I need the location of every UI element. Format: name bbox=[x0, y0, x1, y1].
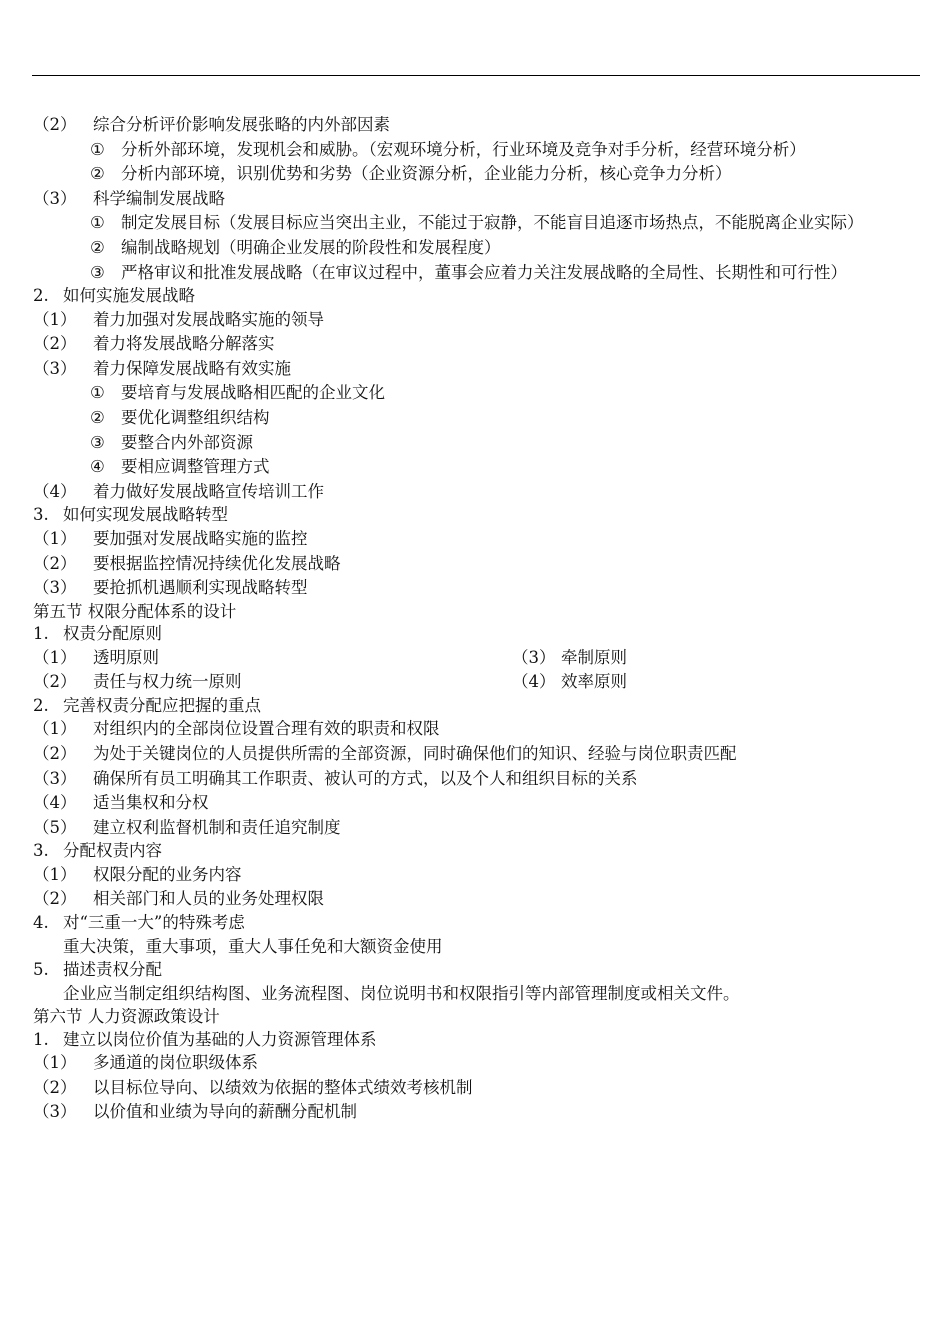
section-heading: 4. 对“三重一大”的特殊考虑 bbox=[33, 913, 245, 933]
list-item: （1） 权限分配的业务内容 bbox=[33, 864, 242, 884]
section-heading: 3. 如何实现发展战略转型 bbox=[33, 505, 228, 525]
sub-item: ③ 严格审议和批准发展战略（在审议过程中，董事会应着力关注发展战略的全局性、长期性和可行性） bbox=[90, 262, 847, 282]
sub-item: ② 分析内部环境，识别优势和劣势（企业资源分析，企业能力分析，核心竞争力分析） bbox=[90, 164, 732, 184]
list-item: （3） 着力保障发展战略有效实施 bbox=[33, 358, 291, 378]
header-rule bbox=[32, 75, 920, 76]
section-heading: 3. 分配权责内容 bbox=[33, 841, 162, 861]
list-item: （4） 着力做好发展战略宣传培训工作 bbox=[33, 481, 324, 501]
paragraph: 重大决策，重大事项，重大人事任免和大额资金使用 bbox=[63, 936, 443, 956]
list-item: （1） 对组织内的全部岗位设置合理有效的职责和权限 bbox=[33, 719, 440, 739]
list-item: （2） 相关部门和人员的业务处理权限 bbox=[33, 889, 324, 909]
chapter-heading: 第六节 人力资源政策设计 bbox=[33, 1007, 220, 1027]
section-heading: 1. 权责分配原则 bbox=[33, 624, 162, 644]
list-item: （4） 适当集权和分权 bbox=[33, 793, 209, 813]
list-item: （1） 着力加强对发展战略实施的领导 bbox=[33, 309, 324, 329]
sub-item: ① 分析外部环境，发现机会和威胁。（宏观环境分析，行业环境及竞争对手分析，经营环境分析） bbox=[90, 139, 806, 159]
list-item: （3） 要抢抓机遇顺利实现战略转型 bbox=[33, 578, 308, 598]
list-row-two-column: （2） 责任与权力统一原则 （4） 效率原则 bbox=[33, 672, 627, 692]
paragraph: 企业应当制定组织结构图、业务流程图、岗位说明书和权限指引等内部管理制度或相关文件。 bbox=[63, 983, 740, 1003]
sub-item: ② 编制战略规划（明确企业发展的阶段性和发展程度） bbox=[90, 237, 501, 257]
document-body bbox=[33, 113, 923, 1125]
list-item: （2） 要根据监控情况持续优化发展战略 bbox=[33, 553, 341, 573]
sub-item: ① 要培育与发展战略相匹配的企业文化 bbox=[90, 383, 385, 403]
section-heading: 2. 完善权责分配应把握的重点 bbox=[33, 695, 261, 715]
sub-item: ① 制定发展目标（发展目标应当突出主业，不能过于寂静，不能盲目追逐市场热点，不能脱离企业实际） bbox=[90, 213, 864, 233]
list-item: （3） 以价值和业绩为导向的薪酬分配机制 bbox=[33, 1102, 357, 1122]
list-item: （3） 科学编制发展战略 bbox=[33, 188, 225, 208]
list-item: （1） 多通道的岗位职级体系 bbox=[33, 1053, 258, 1073]
list-item: （2） 综合分析评价影响发展张略的内外部因素 bbox=[33, 115, 390, 134]
section-heading: 5. 描述责权分配 bbox=[33, 960, 162, 980]
list-item: （5） 建立权利监督机制和责任追究制度 bbox=[33, 817, 341, 837]
list-item: （2） 以目标位导向、以绩效为依据的整体式绩效考核机制 bbox=[33, 1077, 473, 1097]
list-item: （3） 确保所有员工明确其工作职责、被认可的方式，以及个人和组织目标的关系 bbox=[33, 768, 638, 788]
list-item: （2） 为处于关键岗位的人员提供所需的全部资源，同时确保他们的知识、经验与岗位职责匹配 bbox=[33, 743, 737, 763]
list-item: （2） 着力将发展战略分解落实 bbox=[33, 334, 275, 354]
chapter-heading: 第五节 权限分配体系的设计 bbox=[33, 601, 237, 621]
section-heading: 2. 如何实施发展战略 bbox=[33, 286, 195, 306]
sub-item: ② 要优化调整组织结构 bbox=[90, 408, 270, 428]
list-row-two-column: （1） 透明原则 （3） 牵制原则 bbox=[33, 647, 627, 667]
list-item: （1） 要加强对发展战略实施的监控 bbox=[33, 528, 308, 548]
sub-item: ③ 要整合内外部资源 bbox=[90, 432, 253, 452]
sub-item: ④ 要相应调整管理方式 bbox=[90, 457, 270, 477]
section-heading: 1. 建立以岗位价值为基础的人力资源管理体系 bbox=[33, 1029, 377, 1049]
